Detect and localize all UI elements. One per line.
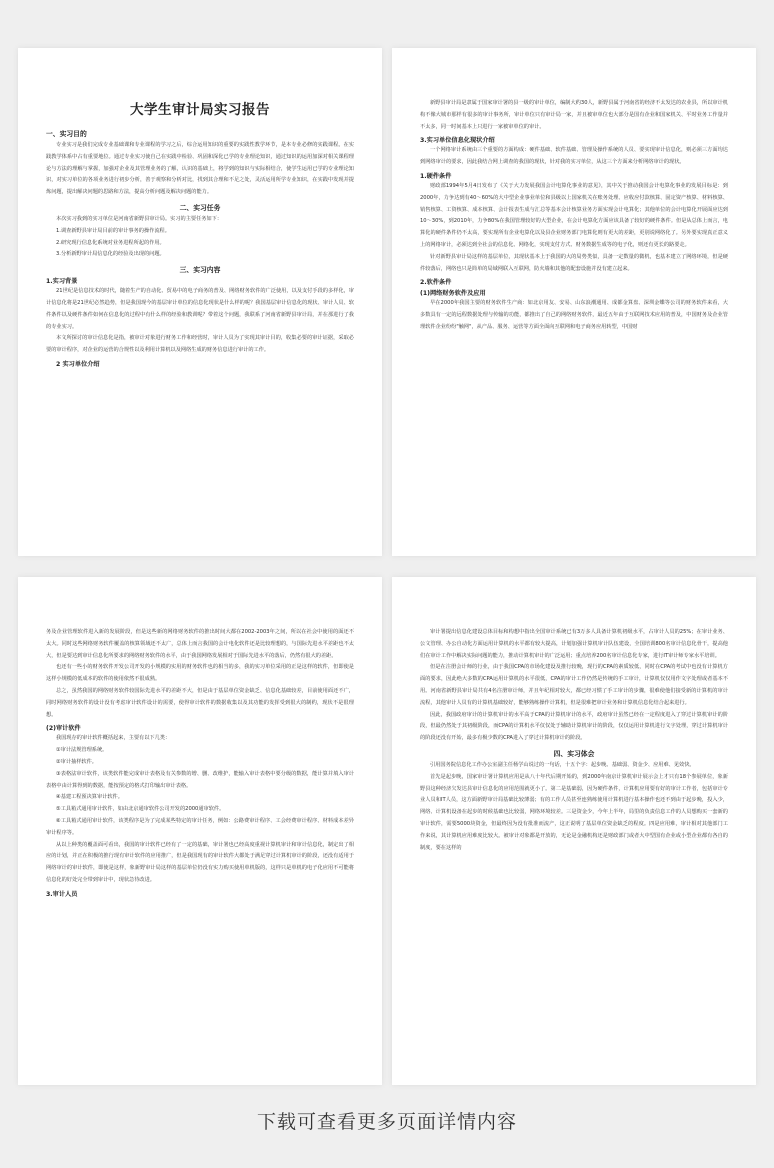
paragraph: 本次实习我到的实习单位是河南省新野县审计局。实习的主要任务如下：	[56, 215, 223, 222]
subsection-heading: 3.实习单位信息化现状介绍	[420, 137, 495, 145]
subsection-heading: 1.实习背景	[46, 278, 78, 286]
section-heading: 三、实习内容	[179, 266, 221, 275]
subsection-heading: (1)网络财务软件及应用	[420, 290, 486, 298]
subsection-heading: 2 实习单位介绍	[56, 360, 100, 368]
paragraph: 从以上种类的覆盖面可看出，我国的审计软件已经有了一定的基础，审计署也已经高度重视计算机审计和审计信息化，制定出了相应的计划，并正在积极的推行现有审计软件的应用推广，但是我国现有的审计软件大都处于满足穿过计算机审计的阶段，还没有适用于网络审计的审计软件，即使是这样，象新野审计局这样的基层单位仍没有实力购买使用单机版的，这样只是单机的电子化应用不可能将信息化的好处完全带到审计中，现状急待改进。	[46, 841, 354, 883]
more-pages-notice: 下载可查看更多页面详情内容	[256, 1111, 517, 1133]
paragraph: 也还有一些小的财务软件开发公司开发的小规模的实用的财务软件也的相当的多，我的实习单位采用的正是这样的软件，但即使是这样小规模的低成本的软件的使用依然不很成熟。	[46, 664, 354, 683]
subsection-heading: 1.硬件条件	[420, 172, 452, 180]
subsection-heading: (2)审计软件	[46, 725, 81, 733]
list-item: ③表格法审计软件，该类软件能完成审计表格及有关参数的增、删、改维护，能输入审计表格中要分级的数据，能计算并填入审计表格中由计算得到的数据，能按预定的格式打印输出审计表格。	[46, 770, 354, 789]
paragraph: 总之，虽然我国的网络财务软件较国际先进水平的差距不大，但是由于基层单位资金缺乏、信息化基础较差，目前使用面还不广，同时网络财务软件的设计没有考虑审计软件设计的需要，使得审计软件的数据收集以及其功能的发挥受到很大的制约，现状不是很理想。	[46, 687, 354, 718]
list-item: ②审计抽样软件。	[56, 758, 97, 765]
paragraph: 因此，我国政府审计的计算机审计的水平高于CPA的计算机审计的水平，政府审计虽然已经在一定程度进入了穿过计算机审计的阶段，但最仍然处于其初级阶段，而CPA的计算机水平仅仅处于辅助计算机审计的阶段，仅仅运用计算机进行文字处理，穿过计算机审计的阶段还没有开始，最多有极少数的CPA进入了穿过计算机审计的阶段。	[420, 711, 728, 742]
paragraph: 财政部1994年5月4日发布了《关于大力发展我国会计电算化事业的意见》，其中关于推动我国会计电算化事业的发展目标是：到2000年，力争达到有40～60%的大中型企业事业单位和县级以上国家机关在账务处理、应收应付款核算、固定资产核算、材料核算、销售核算、工资核算、成本核算、会计报表生成与汇总等基本会计核算业务方面实现会计电算化；其他单位的会计电算化开展面应达到10～30%，到2010年，力争80%在我国管理较好的大型企业，在会计电算化方面应该具备了较好的硬件条件。但是从总体上而言，电算化的硬件条件仍不太高，要实现所有企业电算化以及县企业财务部门电算化则有更大的差距，更别说网络化了。另外要实现真正意义上的网络审计，必须达到全社会的信息化、网络化，实现支付方式、财务数据生成等的电子化，则还有更长的路要走。	[420, 182, 728, 248]
list-item: 2.研究现行信息化系统对业务进程所起的作用。	[56, 239, 165, 246]
paragraph: 引用国务院信息化工作办公室副主任杨学山说过的一句话，十五个字：起步晚、基础弱、资金少、应用难、见效快。	[430, 761, 695, 768]
page-title: 大学生审计局实习报告	[130, 102, 270, 118]
subsection-heading: 3.审计人员	[46, 890, 78, 898]
paragraph: 专业实习是我们完成专业基础课和专业课程的学习之后，综合运用知识的重要的实践性教学环节，是本专业必修的实践课程。在实践教学体系中占有重要地位。通过专业实习使自己在实践中检验、巩固和深化已学的专业理论知识，通过知识的运用加深对相关课程理论与方法的理解与掌握，加强对企业及其管理业务的了解，认识的基础上，将学到的知识与实际相结合，使学生运用已学的专业理论知识，对实习单位的各项业务进行初步分析，善于观察和分析对比，找到其合理和不足之处，灵活运用所学专业知识，在实践中发现并提炼问题，提出解决问题的思路和方法，提高分析问题及解决问题的能力。	[46, 142, 354, 196]
document-page-4	[392, 577, 756, 1085]
paragraph: 首先是起步晚，国家审计署计算机应用是从八十年代后期开始的，到2000年南京计算机审计展示会上才只有18个参展单位，象新野县这种经济欠发达县审计信息化的应用范围就更小了。第二是基础弱，因为硬件条件，计算机应用要有好的审计工作者，包括审计专业人员和IT人员，这方面新野审计局基础比较薄弱；有的工作人员甚至连熟练使用计算机进行基本操作也还不到由于起步晚，投入少，网络、计算机设备在起步的时候基础也比较弱，网络环境较差。三是资金少，今年上半年，局里的负责信息工作的人员想购买一套新的审计软件，需要5000块资金，但最终因为没有批准而流产，这正说明了基层单位资金缺乏的程度。四是应用难，审计相对其他部门工作来说，其计算机应用难度比较大。被审计对象都是开放的，无论是金融机构还是财政部门或者大中型国有企业或小型企业都有各自的制度，要在这样的	[420, 773, 728, 851]
document-page-2	[392, 48, 756, 556]
section-heading: 二、实习任务	[179, 203, 221, 212]
paragraph: 新野县审计局是隶属于国家审计署的县一级的审计单位，编制大约30人，新野县属于河南省的经济不太发达的农业县，所以审计机构不像大城市那样有很多的审计事务所，审计单位只有审计局一家，并且被审单位也大部分是国有企业和国家机关、平时业务工作量并不太多，同一时间基本上只进行一家被审单位的审计。	[420, 100, 728, 130]
list-item: ⑥工具箱式通用审计软件，该类程序是为了完成某些特定的审计任务，例如：公路费审计程序、工会经费审计程序、材料成本差异审计程序等。	[46, 817, 354, 836]
list-item: 3.分析新野审计局信息化的经验及出现的问题。	[56, 251, 165, 258]
paragraph: 但是在注册会计师的行业，由于我国CPA的市场化建设及推行较晚，现行的CPA的素质较低，同时在CPA的考试中也没有计算机方面的要求，因此绝大多数的CPA运用计算机的水平很低，CPA的审计工作仍然是传统的手工审计，计算机仅仅用作文字处理或者基本不用。河南省新野县审计局共有4名注册审计师，并且年纪相对较大，都已经习惯了手工审计的步骤，很难使他们接受新的计算机的审计流程，其他审计人员有的计算机基础较好，能够熟练操作计算机，但是很难把审计业务和计算机信息化结合起来进行。	[420, 664, 728, 706]
paragraph: 21世纪是信息技术的时代，随着生产的自动化、贸易中的电子商务的普及、网络财务软件的广泛使用，以及支付手段的多样化，审计信息化将是21世纪必然趋势，但是我国现今的基层审计单位的信息化现状是什么样的呢？我国基层审计信息化的现状、审计人员、软件条件以及硬件条件如何在信息化的过程中有什么样的经验和教训呢？带着这个问题，我联系了河南省新野县审计局，并在那进行了我的专业实习。	[46, 288, 354, 330]
section-heading: 四、实习体会	[553, 749, 595, 758]
paragraph: 本文所探讨的审计信息化是指，被审计对象进行财务工作和经营时，审计人员为了实现其审计目的，收集必要的审计证据，采取必要的审计程序，对企业的运营的合规性以及利用计算机以及网络生成的财务信息进行审计的工作。	[46, 335, 354, 354]
paragraph: 务及企业管理软件进入新的发展阶段，但是这些新的网络财务软件的推出时间大都在2002-2003年之间，所以在社会中使用的面还不太大。同时这些网络财务软件覆盖的核算领域还不太广，总体上而言我国的会计电化软件还是比较理想的，与国际先进水平差距也不太大，但是要达到审计信息化所要求的网络财务软件的水平，由于我国网络发展相对于国际先进水平的落后，仍然有很大的差距。	[46, 629, 354, 659]
paragraph: 审计署提出信息化建设总体目标和构想中指出全国审计系统已有3万多人具备计算机初级水平，占审计人员的25%；在审计业务、公文管理、办公自动化方面运用计算机的水平都有较大提高，计划加强计算机审计队伍建设，全国培训800名审计信息化骨干，提高他们在审计工作中解决实际问题的能力，推动计算机审计的广泛运用；重点培养200名审计信息化专家，进行IT审计师专家水平培训。	[420, 629, 728, 659]
document-page-1	[18, 48, 382, 556]
subsection-heading: 2.软件条件	[420, 279, 452, 287]
list-item: ⑤工具箱式通用审计软件，如由北京通审软件公司开发的2000通审软件。	[56, 806, 225, 813]
list-item: 1.调查新野县审计局目前的审计事务的操作流程。	[56, 227, 170, 234]
list-item: ④基建工程预决算审计软件。	[56, 794, 123, 801]
document-page-3	[18, 577, 382, 1085]
paragraph: 一个网络审计系统由三个重要的方面构成：硬件基础、软件基础、管理及操作系统的人员、要实现审计信息化，则必须三方面均达到网络审计的要求，因此我结合网上调查的我国的现状，针对我的实习单位，从这三个方面来分析网络审计的现状。	[420, 147, 728, 166]
paragraph: 我国现存的审计软件概括起来，主要有以下几类：	[56, 735, 171, 742]
paragraph: 针对新野县审计局这样的基层单位，其现状基本上于我国的大的局势类似，具备一定数量的微机，也基本建立了网络环境，但是硬件较落后，网络也只是简单的局域网联入互联网，防火墙和其他的配套设施并没有建立起来。	[420, 253, 728, 272]
section-heading: 一、实习目的	[46, 130, 87, 138]
list-item: ①审计法规管理系统。	[56, 747, 108, 754]
paragraph: 早在2000年我国主要的财务软件生产商：如北京用友、安易、山东浪潮通用、成都金算盘、深圳金蝶等公司的财务软件来看，大多数具有一定的远程数据处理与传输的功能，都推出了自己的网络财务软件，最近五年由于互联网技术应用的普及，中国财务及企业管理软件企业纷纷"触网"，从产品、服务、运营等方面全面向互联网和电子商务应用转型，中国财	[420, 300, 728, 330]
